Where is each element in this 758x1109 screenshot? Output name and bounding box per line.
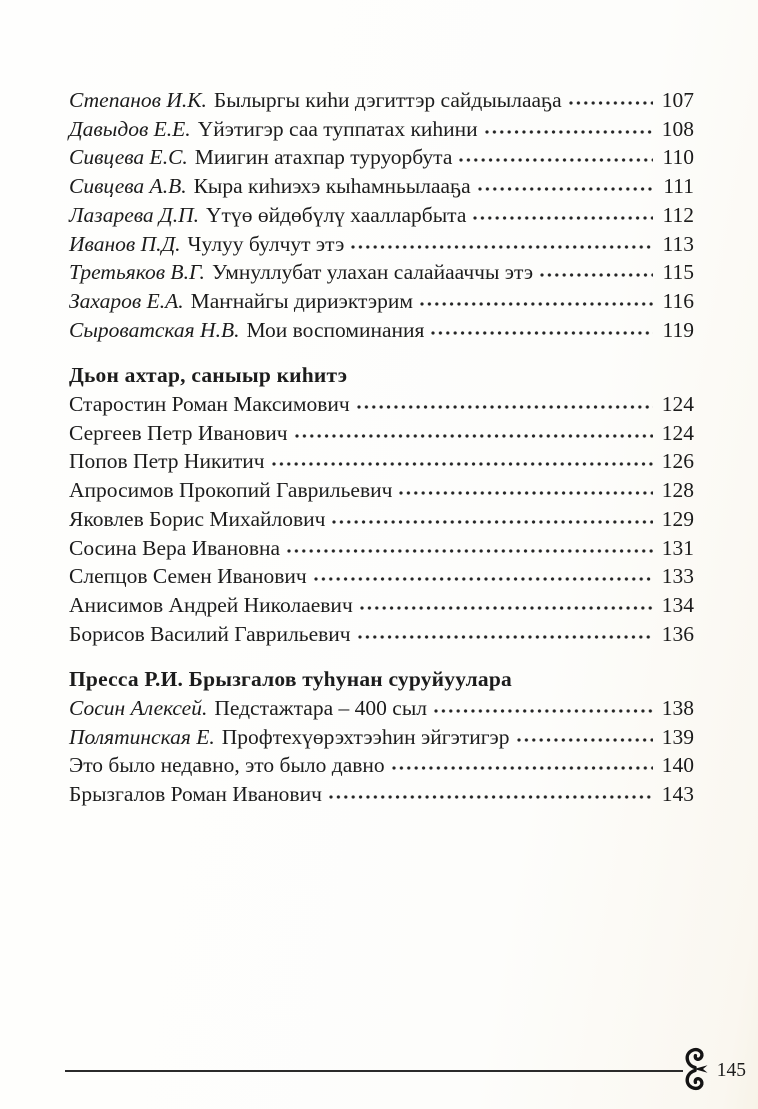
entry-title: Маҥнайгы дириэктэрим	[190, 288, 413, 313]
page-footer	[65, 1046, 746, 1096]
entry-page-number: 134	[661, 592, 694, 617]
dot-leader	[332, 519, 653, 524]
section-header: Дьон ахтар, саныыр киһитэ	[69, 363, 348, 388]
toc-entry	[69, 390, 694, 419]
entry-title: Былыргы киһи дэгиттэр сайдыылааҕа	[213, 88, 562, 112]
toc-section-press	[69, 665, 694, 809]
entry-title: Сосина Вера Ивановна	[69, 535, 281, 560]
dot-leader	[485, 129, 653, 134]
entry-title: Үйэтигэр саа туппатах киһини	[197, 116, 478, 141]
section-header: Пресса Р.И. Брызгалов туһунан суруйуулара	[69, 667, 512, 692]
toc-entry	[69, 591, 694, 620]
entry-page-number: 107	[661, 88, 694, 112]
entry-page-number: 124	[661, 420, 694, 445]
dot-leader	[399, 490, 653, 495]
entry-page-number: 112	[662, 202, 694, 227]
page-number: 145	[716, 1060, 746, 1081]
toc-entry	[69, 620, 694, 649]
entry-title: Слепцов Семен Иванович	[69, 564, 307, 589]
entry-title: Чулуу булчут этэ	[187, 231, 345, 256]
entry-author: Сивцева А.В.	[69, 174, 187, 199]
entry-title: Анисимов Андрей Николаевич	[69, 592, 353, 617]
dot-leader	[540, 272, 653, 277]
toc-entry	[69, 447, 694, 476]
entry-page-number: 128	[661, 478, 694, 503]
entry-author: Захаров Е.А.	[69, 288, 184, 313]
entry-page-number: 124	[661, 392, 694, 417]
dot-leader	[517, 737, 653, 742]
entry-page-number: 143	[661, 782, 694, 807]
entry-title: Умнуллубат улахан салайааччы этэ	[211, 260, 534, 285]
toc-entry	[69, 316, 694, 345]
toc-entry	[69, 780, 694, 809]
dot-leader	[295, 433, 653, 438]
table-of-contents	[69, 86, 694, 809]
entry-author: Степанов И.К.	[69, 88, 207, 112]
dot-leader	[351, 244, 653, 249]
dot-leader	[420, 301, 653, 306]
entry-title: Кыра киһиэхэ кыһамньылааҕа	[193, 174, 471, 199]
entry-page-number: 138	[661, 696, 694, 721]
dot-leader	[287, 548, 653, 553]
entry-title: Брызгалов Роман Иванович	[69, 782, 322, 807]
toc-entry	[69, 505, 694, 534]
toc-entry	[69, 201, 694, 230]
entry-author: Полятинская Е.	[69, 724, 215, 749]
entry-title: Апросимов Прокопий Гаврильевич	[69, 478, 393, 503]
toc-entry	[69, 86, 694, 115]
toc-section-memoirs	[69, 86, 694, 344]
toc-entry	[69, 723, 694, 752]
entry-title: Миигин атахпар туруорбута	[194, 145, 453, 170]
entry-page-number: 140	[661, 753, 694, 778]
toc-entry	[69, 534, 694, 563]
toc-entry	[69, 258, 694, 287]
entry-page-number: 131	[661, 535, 694, 560]
dot-leader	[272, 461, 653, 466]
dot-leader	[431, 330, 653, 335]
entry-title: Борисов Василий Гаврильевич	[69, 621, 351, 646]
toc-entry	[69, 562, 694, 591]
entry-title: Үтүө өйдөбүлү хаалларбыта	[206, 202, 467, 227]
entry-author: Сивцева Е.С.	[69, 145, 188, 170]
entry-title: Профтехүөрэхтээһин эйгэтигэр	[221, 724, 510, 749]
entry-author: Лазарева Д.П.	[69, 202, 200, 227]
dot-leader	[473, 215, 653, 220]
dot-leader	[459, 157, 653, 162]
entry-title: Это было недавно, это было давно	[69, 753, 385, 778]
entry-page-number: 126	[661, 449, 694, 474]
entry-title: Яковлев Борис Михайлович	[69, 506, 326, 531]
dot-leader	[569, 100, 653, 105]
entry-page-number: 133	[661, 564, 694, 589]
entry-author: Иванов П.Д.	[69, 231, 181, 256]
entry-author: Сосин Алексей.	[69, 696, 208, 721]
entry-author: Сыроватская Н.В.	[69, 317, 240, 342]
entry-title: Педстажтара – 400 сыл	[214, 696, 427, 721]
toc-entry	[69, 287, 694, 316]
entry-page-number: 111	[663, 174, 694, 199]
toc-entry	[69, 115, 694, 144]
entry-title: Старостин Роман Максимович	[69, 392, 350, 417]
entry-page-number: 119	[662, 317, 694, 342]
dot-leader	[478, 186, 653, 191]
entry-page-number: 129	[661, 506, 694, 531]
dot-leader	[392, 765, 653, 770]
toc-entry	[69, 143, 694, 172]
fleuron-icon	[682, 1046, 709, 1097]
toc-entry	[69, 694, 694, 723]
entry-author: Третьяков В.Г.	[69, 260, 205, 285]
entry-page-number: 136	[661, 621, 694, 646]
dot-leader	[314, 576, 653, 581]
toc-entry	[69, 751, 694, 780]
entry-page-number: 116	[662, 288, 694, 313]
entry-page-number: 108	[661, 116, 694, 141]
footer-rule	[65, 1070, 683, 1072]
dot-leader	[360, 605, 653, 610]
toc-entry	[69, 172, 694, 201]
entry-author: Давыдов Е.Е.	[69, 116, 191, 141]
entry-page-number: 113	[662, 231, 694, 256]
entry-page-number: 110	[662, 145, 694, 170]
entry-title: Попов Петр Никитич	[69, 449, 265, 474]
dot-leader	[357, 404, 653, 409]
entry-page-number: 115	[662, 260, 694, 285]
dot-leader	[329, 794, 653, 799]
entry-title: Мои воспоминания	[246, 317, 425, 342]
toc-entry	[69, 230, 694, 259]
dot-leader	[358, 634, 653, 639]
toc-entry	[69, 419, 694, 448]
entry-title: Сергеев Петр Иванович	[69, 420, 288, 445]
toc-entry	[69, 476, 694, 505]
dot-leader	[434, 708, 653, 713]
entry-page-number: 139	[661, 724, 694, 749]
toc-section-recollections	[69, 361, 694, 648]
